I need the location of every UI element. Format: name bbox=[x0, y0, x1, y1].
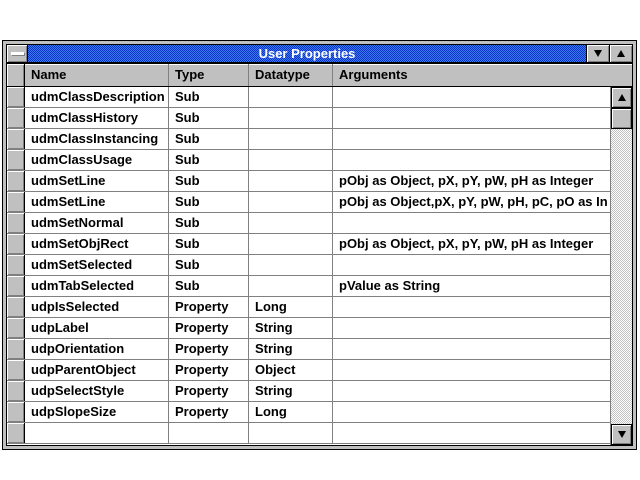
cell-datatype[interactable] bbox=[249, 108, 333, 128]
cell-type[interactable]: Sub bbox=[169, 234, 249, 254]
user-properties-window bbox=[2, 40, 637, 450]
row-selector[interactable] bbox=[7, 402, 25, 422]
cell-datatype[interactable] bbox=[249, 150, 333, 170]
column-header-type[interactable]: Type bbox=[169, 64, 249, 86]
cell-arguments[interactable] bbox=[333, 423, 610, 443]
scroll-down-button[interactable] bbox=[611, 424, 632, 445]
table-row[interactable] bbox=[7, 234, 610, 255]
cell-name[interactable]: udmSetLine bbox=[25, 171, 169, 191]
cell-type[interactable]: Property bbox=[169, 360, 249, 380]
row-selector[interactable] bbox=[7, 339, 25, 359]
cell-arguments[interactable] bbox=[333, 213, 610, 233]
cell-type[interactable]: Sub bbox=[169, 192, 249, 212]
cell-type[interactable]: Property bbox=[169, 297, 249, 317]
cell-datatype[interactable]: String bbox=[249, 381, 333, 401]
cell-datatype[interactable]: Long bbox=[249, 297, 333, 317]
cell-type[interactable]: Sub bbox=[169, 276, 249, 296]
table-row[interactable] bbox=[7, 423, 610, 444]
row-selector[interactable] bbox=[7, 129, 25, 149]
column-header-datatype[interactable]: Datatype bbox=[249, 64, 333, 86]
table-row[interactable] bbox=[7, 402, 610, 423]
cell-type[interactable]: Sub bbox=[169, 255, 249, 275]
grid-body-wrap bbox=[7, 87, 632, 445]
row-selector[interactable] bbox=[7, 192, 25, 212]
cell-type[interactable]: Sub bbox=[169, 213, 249, 233]
cell-name[interactable]: udpSlopeSize bbox=[25, 402, 169, 422]
row-selector[interactable] bbox=[7, 150, 25, 170]
row-selector[interactable] bbox=[7, 213, 25, 233]
cell-datatype[interactable] bbox=[249, 213, 333, 233]
cell-name[interactable]: udpOrientation bbox=[25, 339, 169, 359]
row-selector[interactable] bbox=[7, 87, 25, 107]
cell-datatype[interactable]: String bbox=[249, 318, 333, 338]
scrollbar-thumb[interactable] bbox=[611, 108, 632, 129]
cell-name[interactable]: udmClassUsage bbox=[25, 150, 169, 170]
cell-type[interactable]: Property bbox=[169, 402, 249, 422]
cell-arguments[interactable] bbox=[333, 108, 610, 128]
cell-datatype[interactable]: String bbox=[249, 339, 333, 359]
cell-name[interactable]: udpIsSelected bbox=[25, 297, 169, 317]
minimize-button[interactable] bbox=[586, 45, 609, 62]
row-selector-header[interactable] bbox=[7, 64, 25, 86]
cell-name[interactable]: udmClassDescription bbox=[25, 87, 169, 107]
system-menu-button[interactable] bbox=[7, 45, 28, 62]
row-selector[interactable] bbox=[7, 297, 25, 317]
table-row[interactable] bbox=[7, 360, 610, 381]
cell-name[interactable]: udpParentObject bbox=[25, 360, 169, 380]
window-title: User Properties bbox=[258, 46, 356, 61]
dash-icon bbox=[11, 52, 24, 55]
cell-type[interactable]: Sub bbox=[169, 129, 249, 149]
cell-arguments[interactable] bbox=[333, 87, 610, 107]
cell-arguments[interactable] bbox=[333, 381, 610, 401]
table-row[interactable] bbox=[7, 213, 610, 234]
cell-datatype[interactable] bbox=[249, 129, 333, 149]
table-row[interactable] bbox=[7, 129, 610, 150]
cell-type[interactable] bbox=[169, 423, 249, 443]
cell-arguments[interactable]: pObj as Object,pX, pY, pW, pH, pC, pO as In bbox=[339, 194, 608, 209]
cell-arguments[interactable] bbox=[333, 129, 610, 149]
cell-arguments[interactable] bbox=[333, 402, 610, 422]
row-selector[interactable] bbox=[7, 255, 25, 275]
cell-type[interactable]: Property bbox=[169, 381, 249, 401]
cell-type[interactable]: Sub bbox=[169, 171, 249, 191]
table-row[interactable] bbox=[7, 108, 610, 129]
row-selector[interactable] bbox=[7, 276, 25, 296]
table-row[interactable] bbox=[7, 171, 610, 192]
cell-name[interactable]: udmSetNormal bbox=[25, 213, 169, 233]
cell-name[interactable]: udmSetObjRect bbox=[25, 234, 169, 254]
cell-type[interactable]: Sub bbox=[169, 108, 249, 128]
table-row[interactable] bbox=[7, 381, 610, 402]
cell-datatype[interactable] bbox=[249, 192, 333, 212]
cell-name[interactable]: udmClassInstancing bbox=[25, 129, 169, 149]
row-selector[interactable] bbox=[7, 360, 25, 380]
cell-arguments[interactable]: pObj as Object, pX, pY, pW, pH as Integer bbox=[339, 173, 594, 188]
cell-type[interactable]: Property bbox=[169, 339, 249, 359]
down-arrow-icon bbox=[618, 431, 626, 438]
cell-datatype[interactable] bbox=[249, 171, 333, 191]
cell-datatype[interactable] bbox=[249, 423, 333, 443]
grid-body bbox=[7, 87, 610, 445]
properties-grid bbox=[6, 63, 633, 446]
table-row[interactable] bbox=[7, 150, 610, 171]
row-selector[interactable] bbox=[7, 171, 25, 191]
row-selector[interactable] bbox=[7, 318, 25, 338]
cell-arguments[interactable] bbox=[333, 255, 610, 275]
cell-datatype[interactable]: Long bbox=[249, 402, 333, 422]
up-arrow-icon bbox=[617, 50, 625, 57]
column-header-arguments[interactable]: Arguments bbox=[333, 64, 632, 86]
cell-arguments[interactable] bbox=[333, 318, 610, 338]
table-row[interactable] bbox=[7, 276, 610, 297]
cell-datatype[interactable] bbox=[249, 255, 333, 275]
row-selector[interactable] bbox=[7, 423, 25, 443]
cell-arguments[interactable] bbox=[333, 339, 610, 359]
cell-arguments[interactable] bbox=[333, 297, 610, 317]
cell-name[interactable]: udpSelectStyle bbox=[25, 381, 169, 401]
column-header-name[interactable]: Name bbox=[25, 64, 169, 86]
cell-datatype[interactable] bbox=[249, 234, 333, 254]
cell-name[interactable] bbox=[25, 423, 169, 443]
cell-name[interactable]: udmSetSelected bbox=[25, 255, 169, 275]
up-arrow-icon bbox=[618, 94, 626, 101]
table-row[interactable] bbox=[7, 318, 610, 339]
cell-datatype[interactable] bbox=[249, 276, 333, 296]
cell-name[interactable]: udmSetLine bbox=[25, 192, 169, 212]
table-row[interactable] bbox=[7, 87, 610, 108]
cell-name[interactable]: udmClassHistory bbox=[25, 108, 169, 128]
maximize-button[interactable] bbox=[609, 45, 632, 62]
down-arrow-icon bbox=[594, 50, 602, 57]
table-row[interactable] bbox=[7, 192, 610, 213]
cell-datatype[interactable]: Object bbox=[249, 360, 333, 380]
cell-type[interactable]: Property bbox=[169, 318, 249, 338]
grid-header bbox=[7, 64, 632, 87]
row-selector[interactable] bbox=[7, 234, 25, 254]
cell-arguments[interactable]: pValue as String bbox=[339, 278, 441, 293]
title-bar[interactable] bbox=[6, 44, 633, 63]
cell-datatype[interactable] bbox=[249, 87, 333, 107]
cell-arguments[interactable]: pObj as Object, pX, pY, pW, pH as Integer bbox=[339, 236, 594, 251]
table-row[interactable] bbox=[7, 297, 610, 318]
scroll-up-button[interactable] bbox=[611, 87, 632, 108]
cell-name[interactable]: udpLabel bbox=[25, 318, 169, 338]
cell-arguments[interactable] bbox=[333, 150, 610, 170]
cell-name[interactable]: udmTabSelected bbox=[25, 276, 169, 296]
table-row[interactable] bbox=[7, 255, 610, 276]
cell-type[interactable]: Sub bbox=[169, 87, 249, 107]
table-row[interactable] bbox=[7, 339, 610, 360]
cell-type[interactable]: Sub bbox=[169, 150, 249, 170]
vertical-scrollbar[interactable] bbox=[610, 87, 632, 445]
cell-arguments[interactable] bbox=[333, 360, 610, 380]
row-selector[interactable] bbox=[7, 381, 25, 401]
row-selector[interactable] bbox=[7, 108, 25, 128]
